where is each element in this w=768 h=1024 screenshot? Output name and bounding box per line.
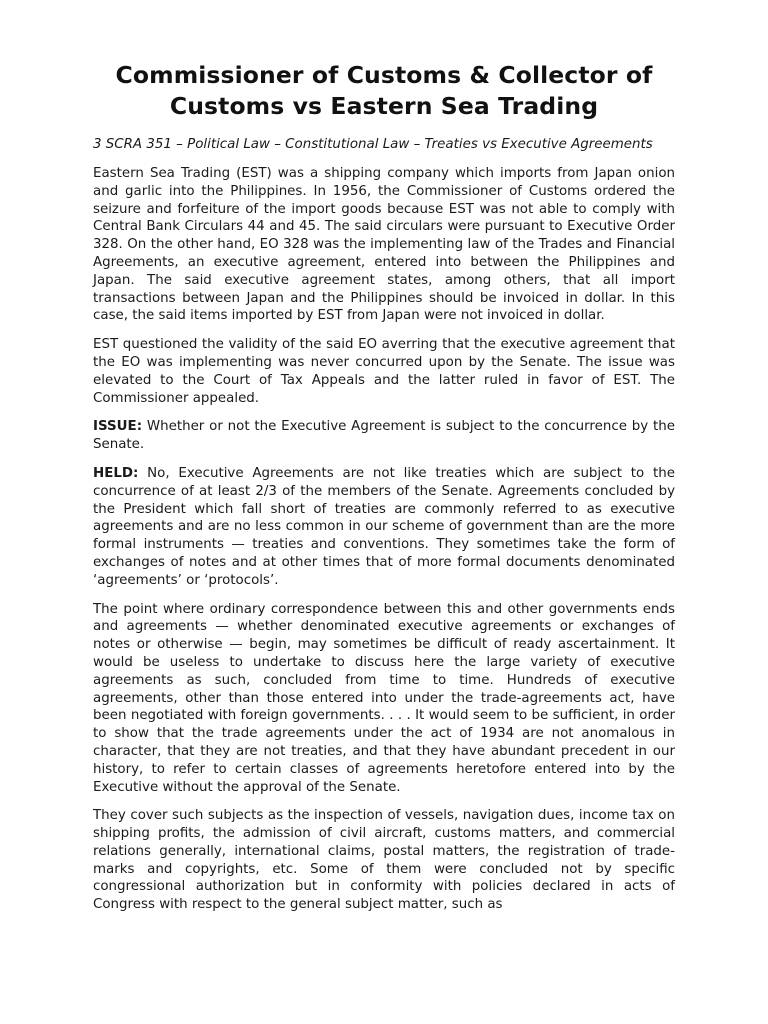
paragraph-text: Whether or not the Executive Agreement is subject to the concurrence by the Senate. bbox=[93, 419, 675, 453]
held-label: HELD: bbox=[93, 465, 139, 481]
paragraph-text: No, Executive Agreements are not like treaties which are subject to the concurrence of at least 2/3 of the members of the Senate. Agreements concluded by the President which fall short of treaties are commonly referred to as executive agreements and are no less common in our scheme of government than are the more formal instruments — treaties and conventions. They sometimes take the form of exchanges of notes and at other times that of more formal documents denominated ‘agreements’ or ‘protocols’. bbox=[93, 465, 675, 588]
paragraph-text: The point where ordinary correspondence between this and other governments ends and agreements — whether denominated executive agreements or exchanges of notes or otherwise — begin, may sometimes be difficult of ready ascertainment. It would be useless to undertake to discuss here the large variety of executive agreements as such, concluded from time to time. Hundreds of executive agreements, other than those entered into under the trade-agreements act, have been negotiated with foreign governments. . . . It would seem to be sufficient, in order to show that the trade agreements under the act of 1934 are not anomalous in character, that they are not treaties, and that they have abundant precedent in our history, to refer to certain classes of agreements heretofore entered into by the Executive without the approval of the Senate. bbox=[93, 601, 675, 795]
paragraph-facts-1 bbox=[93, 165, 675, 325]
document-title: Commissioner of Customs & Collector of Customs vs Eastern Sea Trading bbox=[115, 61, 653, 120]
paragraph-facts-2 bbox=[93, 336, 675, 407]
paragraph-issue bbox=[93, 418, 675, 454]
paragraph-discussion-2 bbox=[93, 807, 675, 914]
paragraph-text: EST questioned the validity of the said EO averring that the executive agreement that the EO was implementing was never concurred upon by the Senate. The issue was elevated to the Court of Tax Appeals and the latter ruled in favor of EST. The Commissioner appealed. bbox=[93, 337, 675, 406]
paragraph-text: They cover such subjects as the inspection of vessels, navigation dues, income tax on shipping profits, the admission of civil aircraft, customs matters, and commercial relations generally, international claims, postal matters, the registration of trade-marks and copyrights, etc. Some of them were concluded not by specific congressional authorization but in conformity with policies declared in acts of Congress with respect to the general subject matter, such as bbox=[93, 808, 675, 913]
case-citation: 3 SCRA 351 – Political Law – Constitutional Law – Treaties vs Executive Agreements bbox=[93, 137, 653, 152]
document-page bbox=[93, 60, 675, 925]
paragraph-held bbox=[93, 465, 675, 590]
paragraph-text: Eastern Sea Trading (EST) was a shipping company which imports from Japan onion and garlic into the Philippines. In 1956, the Commissioner of Customs ordered the seizure and forfeiture of the import goods because EST was not able to comply with Central Bank Circulars 44 and 45. The said circulars were pursuant to Executive Order 328. On the other hand, EO 328 was the implementing law of the Trades and Financial Agreements, an executive agreement, entered into between the Philippines and Japan. The said executive agreement states, among others, that all import transactions between Japan and the Philippines should be invoiced in dollar. In this case, the said items imported by EST from Japan were not invoiced in dollar. bbox=[93, 166, 675, 324]
paragraph-discussion-1 bbox=[93, 601, 675, 797]
issue-label: ISSUE: bbox=[93, 419, 143, 435]
